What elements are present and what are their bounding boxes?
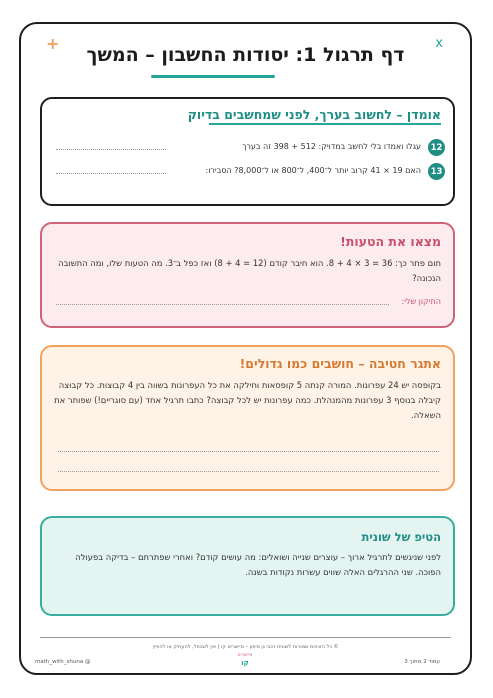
question-number-badge: 13 (428, 163, 445, 180)
social-handle: math_with_shuna @ (35, 659, 91, 665)
logo-text-top: מיישרים (237, 653, 253, 658)
fix-label: התיקון שלי: (401, 297, 441, 306)
answer-line[interactable] (56, 149, 166, 150)
challenge-title: אתגר חטיבה – חושבים כמו גדולים! (239, 356, 441, 371)
tip-card (40, 516, 455, 616)
tip-title: הטיפ של שונית (361, 530, 441, 544)
page-title: דף תרגול 1: יסודות החשבון – המשך (86, 44, 405, 66)
fix-answer-line[interactable] (56, 304, 389, 305)
question-row-13 (56, 163, 445, 181)
question-text: עגלו ואמדו בלי לחשב במדויק: 512 + 398 זה בערך (242, 142, 421, 151)
estimation-title: אומדן – לחשוב בערך, לפני שמחשבים בדיוק (187, 107, 441, 122)
footer-divider (40, 637, 451, 638)
find-mistake-text: תום פתר כך: 36 = 3 × 4 + 8. הוא חיבר קודם (12 = 4 + 8) ואז כפל ב־3. מה הטעות שלו, ומה התשובה הנכונה? (58, 258, 441, 283)
plus-mark-icon: + (46, 34, 60, 53)
question-row-12 (56, 139, 445, 157)
estimation-card (40, 97, 455, 206)
question-text: האם 19 × 41 קרוב יותר ל־400, ל־800 או ל־8,000? הסבירו: (205, 166, 421, 175)
estimation-title-underline (209, 123, 441, 125)
find-mistake-title: מצאו את הטעות! (340, 234, 441, 249)
logo-text-bottom: קו (241, 658, 249, 667)
find-mistake-card (40, 222, 455, 328)
tip-text: לפני שניגשים לתרגיל ארוך – עוצרים שנייה ושואלים: מה עושים קודם? ואחרי שפתרתם – בדיקה בפעולה הפוכה. שני ההרגלים האלה שווים עשרות נקודות בשנה. (75, 552, 441, 577)
challenge-answer-line[interactable] (58, 451, 439, 452)
challenge-card (40, 345, 455, 491)
page-number: עמוד 2 מתוך 3 (404, 659, 440, 665)
challenge-text: בקופסה יש 24 עפרונות. המורה קנתה 5 קופסאות וחילקה את כל העפרונות בשווה בין 4 קבוצות. כל קבוצה קיבלה בנוסף 3 עפרונות מהמנהלת. כמה עפרונות יש לכל קבוצה? כתבו תרגיל אחד (עם סוגריים!) שפותר את השאלה. (54, 380, 441, 420)
worksheet-page (19, 22, 472, 675)
close-mark-icon: x (435, 36, 443, 51)
challenge-answer-line[interactable] (58, 471, 439, 472)
question-number-badge: 12 (428, 139, 445, 156)
answer-line[interactable] (56, 173, 166, 174)
brand-logo (233, 654, 257, 671)
title-underline (151, 75, 275, 78)
footer-copyright: © כל הזכויות שמורות לשונית זהבי גן סיפון – מיישרים קו | אין לשכפל, להעתיק או להפיץ (152, 644, 339, 650)
